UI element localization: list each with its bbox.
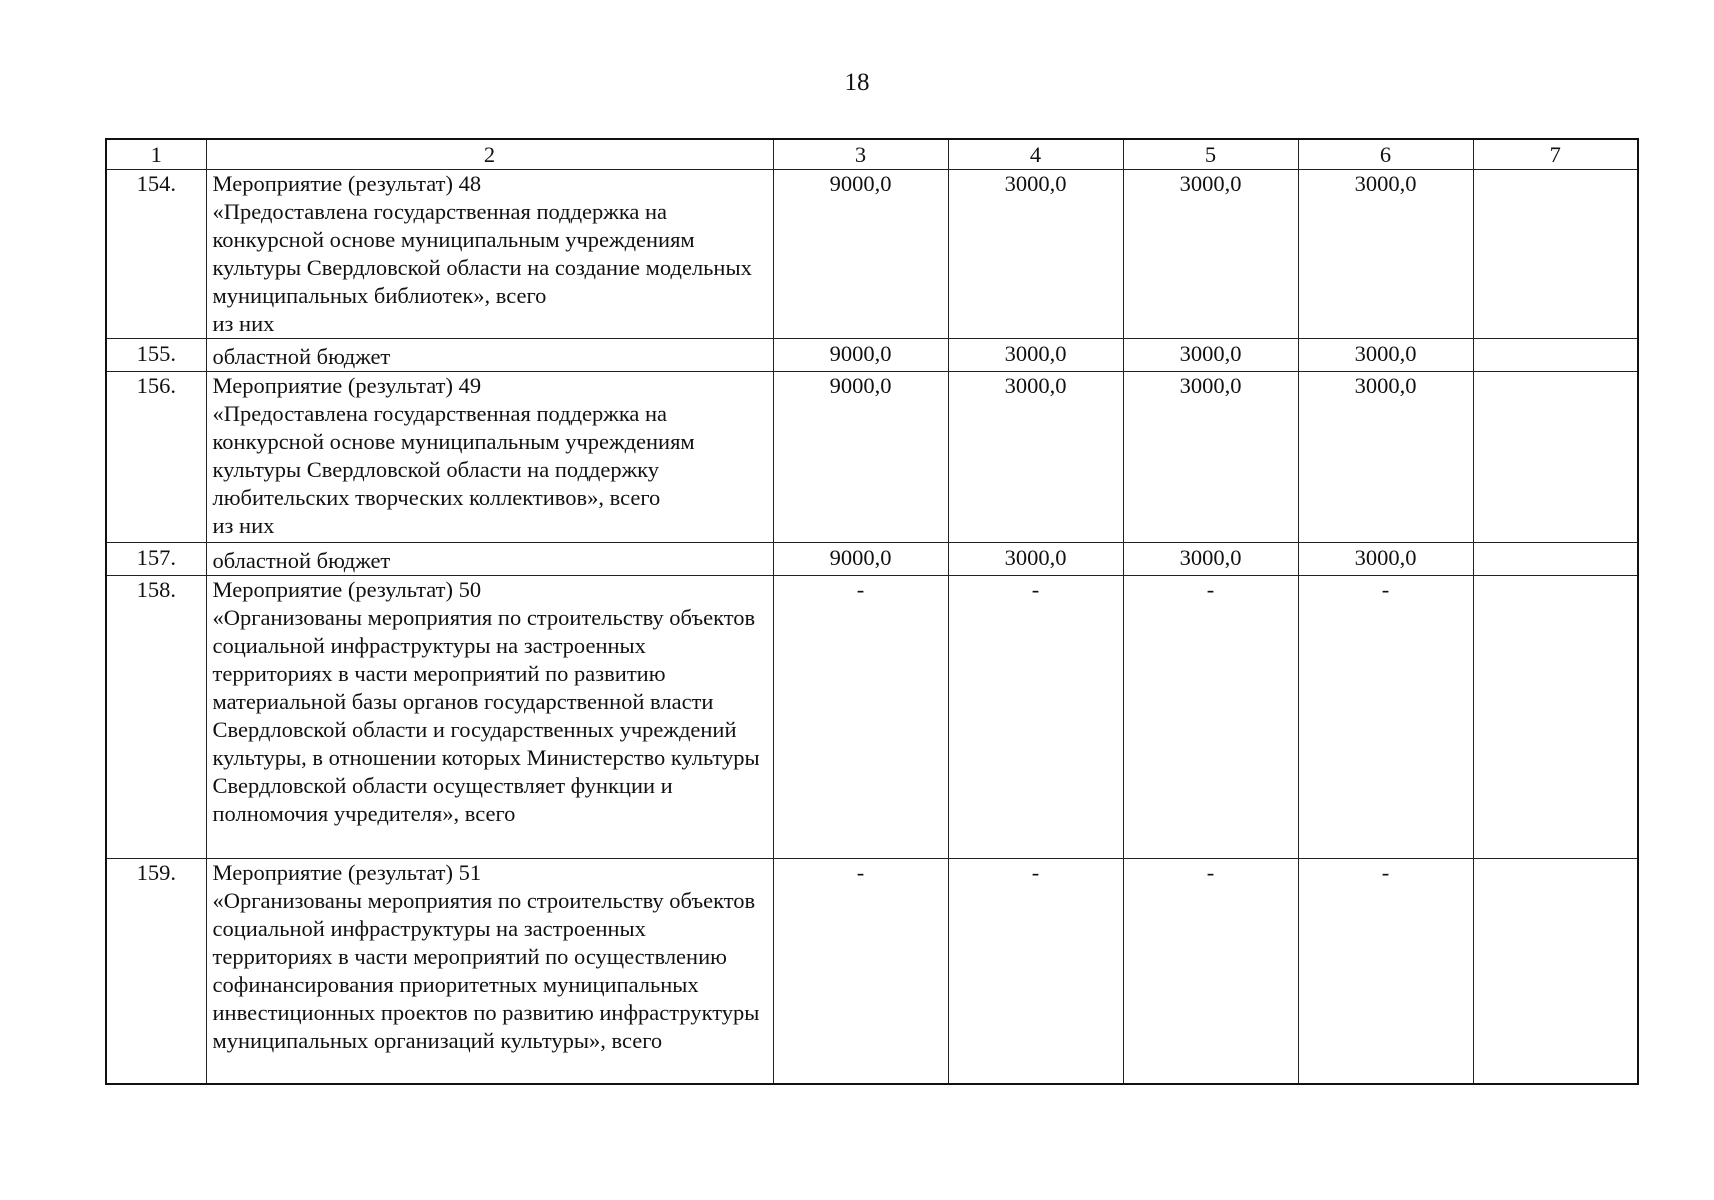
column-header: 3: [773, 139, 948, 170]
cell-col4: -: [948, 576, 1123, 859]
cell-col6: 3000,0: [1298, 543, 1473, 576]
row-number: 154.: [106, 170, 206, 339]
cell-col5: -: [1123, 859, 1298, 1085]
row-number: 155.: [106, 339, 206, 372]
cell-col6: -: [1298, 576, 1473, 859]
cell-col6: 3000,0: [1298, 372, 1473, 543]
table-row: [106, 576, 1638, 859]
cell-col5: 3000,0: [1123, 339, 1298, 372]
cell-col4: -: [948, 859, 1123, 1085]
table-row: [106, 543, 1638, 576]
table-row: [106, 372, 1638, 543]
column-header: 6: [1298, 139, 1473, 170]
cell-col7: [1473, 339, 1638, 372]
cell-col6: 3000,0: [1298, 339, 1473, 372]
column-header: 4: [948, 139, 1123, 170]
cell-col4: 3000,0: [948, 372, 1123, 543]
table-row: [106, 859, 1638, 1085]
row-description: Мероприятие (результат) 49 «Предоставлена государственная поддержка на конкурсной основе муниципальным учреждениям культуры Свердловской области на поддержку любительских творческих коллективов», всего из них: [206, 372, 773, 543]
row-description: Мероприятие (результат) 51 «Организованы мероприятия по строительству объектов социальной инфраструктуры на застроенных территориях в части мероприятий по осуществлению софинансирования приоритетных муниципальных инвестиционных проектов по развитию инфраструктуры муниципальных организаций культуры», всего: [206, 859, 773, 1085]
header-row: [106, 139, 1638, 170]
row-description: областной бюджет: [206, 339, 773, 372]
column-header: 7: [1473, 139, 1638, 170]
row-description: Мероприятие (результат) 50 «Организованы мероприятия по строительству объектов социальной инфраструктуры на застроенных территориях в части мероприятий по развитию материальной базы органов государственной власти Свердловской области и государственных учреждений культуры, в отношении которых Министерство культуры Свердловской области осуществляет функции и полномочия учредителя», всего: [206, 576, 773, 859]
cell-col6: -: [1298, 859, 1473, 1085]
cell-col7: [1473, 543, 1638, 576]
cell-col6: 3000,0: [1298, 170, 1473, 339]
cell-col3: 9000,0: [773, 372, 948, 543]
cell-col3: 9000,0: [773, 543, 948, 576]
cell-col5: 3000,0: [1123, 543, 1298, 576]
table-row: [106, 170, 1638, 339]
cell-col7: [1473, 576, 1638, 859]
page-number: 18: [844, 69, 870, 96]
row-description: Мероприятие (результат) 48 «Предоставлена государственная поддержка на конкурсной основе муниципальным учреждениям культуры Свердловской области на создание модельных муниципальных библиотек», всего из них: [206, 170, 773, 339]
cell-col5: -: [1123, 576, 1298, 859]
cell-col3: -: [773, 576, 948, 859]
column-header: 1: [106, 139, 206, 170]
budget-table: [105, 138, 1639, 1085]
cell-col3: 9000,0: [773, 170, 948, 339]
cell-col7: [1473, 170, 1638, 339]
cell-col4: 3000,0: [948, 339, 1123, 372]
cell-col7: [1473, 372, 1638, 543]
cell-col4: 3000,0: [948, 170, 1123, 339]
cell-col3: 9000,0: [773, 339, 948, 372]
cell-col3: -: [773, 859, 948, 1085]
row-number: 156.: [106, 372, 206, 543]
cell-col7: [1473, 859, 1638, 1085]
cell-col4: 3000,0: [948, 543, 1123, 576]
cell-col5: 3000,0: [1123, 170, 1298, 339]
table-row: [106, 339, 1638, 372]
row-number: 157.: [106, 543, 206, 576]
column-header: 5: [1123, 139, 1298, 170]
cell-col5: 3000,0: [1123, 372, 1298, 543]
row-number: 159.: [106, 859, 206, 1085]
column-header: 2: [206, 139, 773, 170]
row-description: областной бюджет: [206, 543, 773, 576]
row-number: 158.: [106, 576, 206, 859]
